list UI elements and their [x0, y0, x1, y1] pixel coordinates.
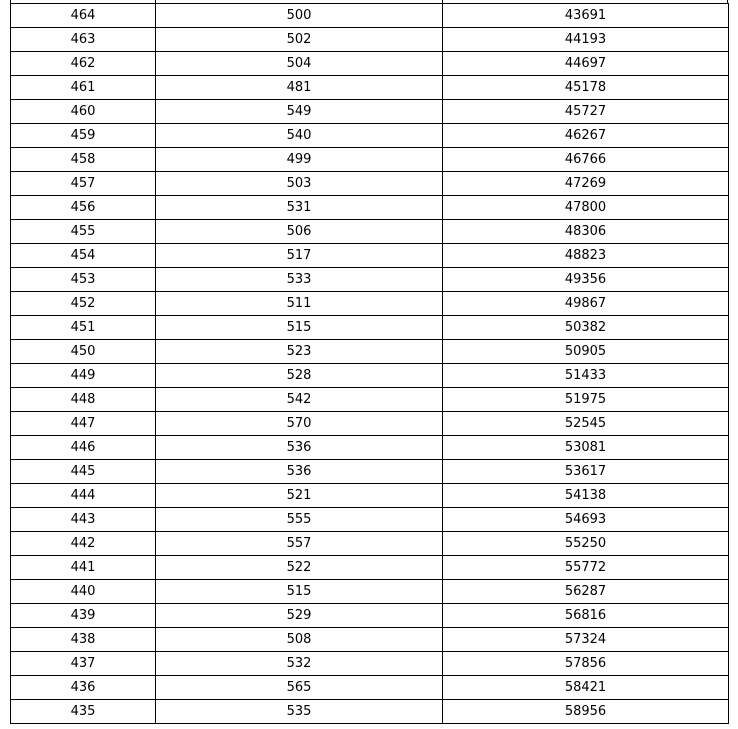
cumulative-cell: 53617 [443, 460, 729, 484]
count-cell: 565 [156, 676, 443, 700]
count-cell: 533 [156, 268, 443, 292]
score-cell: 435 [11, 700, 156, 724]
table-row [11, 436, 729, 460]
cumulative-cell: 50382 [443, 316, 729, 340]
score-cell: 454 [11, 244, 156, 268]
table-row [11, 316, 729, 340]
cumulative-cell: 57324 [443, 628, 729, 652]
count-cell: 504 [156, 52, 443, 76]
cumulative-cell: 46267 [443, 124, 729, 148]
table-row [11, 172, 729, 196]
cumulative-cell: 56816 [443, 604, 729, 628]
score-cell: 438 [11, 628, 156, 652]
table-row [11, 268, 729, 292]
count-cell: 508 [156, 628, 443, 652]
table-row [11, 100, 729, 124]
table-row [11, 364, 729, 388]
score-cell: 460 [11, 100, 156, 124]
score-cell: 442 [11, 532, 156, 556]
count-cell: 506 [156, 220, 443, 244]
cumulative-cell: 56287 [443, 580, 729, 604]
table-row [11, 508, 729, 532]
score-table-container [10, 3, 728, 724]
cumulative-cell: 48306 [443, 220, 729, 244]
table-row [11, 460, 729, 484]
cumulative-cell: 58956 [443, 700, 729, 724]
score-cell: 461 [11, 76, 156, 100]
cumulative-cell: 55772 [443, 556, 729, 580]
count-cell: 511 [156, 292, 443, 316]
score-cell: 459 [11, 124, 156, 148]
table-row [11, 220, 729, 244]
count-cell: 531 [156, 196, 443, 220]
count-cell: 570 [156, 412, 443, 436]
cumulative-cell: 49356 [443, 268, 729, 292]
count-cell: 535 [156, 700, 443, 724]
count-cell: 500 [156, 4, 443, 28]
table-row [11, 292, 729, 316]
score-cell: 463 [11, 28, 156, 52]
table-row [11, 532, 729, 556]
table-row [11, 652, 729, 676]
score-cell: 441 [11, 556, 156, 580]
score-cell: 453 [11, 268, 156, 292]
table-row [11, 484, 729, 508]
cumulative-cell: 51433 [443, 364, 729, 388]
count-cell: 532 [156, 652, 443, 676]
count-cell: 517 [156, 244, 443, 268]
count-cell: 555 [156, 508, 443, 532]
cumulative-cell: 45178 [443, 76, 729, 100]
score-cell: 439 [11, 604, 156, 628]
table-row [11, 700, 729, 724]
score-cell: 455 [11, 220, 156, 244]
cumulative-cell: 54693 [443, 508, 729, 532]
count-cell: 540 [156, 124, 443, 148]
table-row [11, 28, 729, 52]
table-row [11, 556, 729, 580]
cumulative-cell: 47269 [443, 172, 729, 196]
count-cell: 523 [156, 340, 443, 364]
cumulative-cell: 53081 [443, 436, 729, 460]
score-cell: 450 [11, 340, 156, 364]
cumulative-cell: 46766 [443, 148, 729, 172]
cumulative-cell: 58421 [443, 676, 729, 700]
score-cell: 456 [11, 196, 156, 220]
score-cell: 449 [11, 364, 156, 388]
cumulative-cell: 44193 [443, 28, 729, 52]
score-cell: 440 [11, 580, 156, 604]
score-table [10, 3, 729, 724]
table-row [11, 148, 729, 172]
count-cell: 536 [156, 460, 443, 484]
score-cell: 458 [11, 148, 156, 172]
cumulative-cell: 51975 [443, 388, 729, 412]
score-cell: 446 [11, 436, 156, 460]
table-row [11, 124, 729, 148]
table-row [11, 628, 729, 652]
score-cell: 452 [11, 292, 156, 316]
count-cell: 502 [156, 28, 443, 52]
table-row [11, 4, 729, 28]
cumulative-cell: 47800 [443, 196, 729, 220]
count-cell: 542 [156, 388, 443, 412]
score-cell: 462 [11, 52, 156, 76]
count-cell: 549 [156, 100, 443, 124]
count-cell: 522 [156, 556, 443, 580]
score-cell: 451 [11, 316, 156, 340]
count-cell: 515 [156, 580, 443, 604]
table-row [11, 196, 729, 220]
table-row [11, 388, 729, 412]
cumulative-cell: 55250 [443, 532, 729, 556]
table-row [11, 244, 729, 268]
table-row [11, 52, 729, 76]
table-row [11, 340, 729, 364]
cumulative-cell: 54138 [443, 484, 729, 508]
table-row [11, 676, 729, 700]
table-row [11, 412, 729, 436]
cumulative-cell: 57856 [443, 652, 729, 676]
count-cell: 503 [156, 172, 443, 196]
cumulative-cell: 43691 [443, 4, 729, 28]
cumulative-cell: 45727 [443, 100, 729, 124]
cumulative-cell: 49867 [443, 292, 729, 316]
score-cell: 447 [11, 412, 156, 436]
score-cell: 444 [11, 484, 156, 508]
score-cell: 445 [11, 460, 156, 484]
cumulative-cell: 44697 [443, 52, 729, 76]
count-cell: 499 [156, 148, 443, 172]
score-cell: 457 [11, 172, 156, 196]
table-row [11, 580, 729, 604]
cumulative-cell: 50905 [443, 340, 729, 364]
count-cell: 481 [156, 76, 443, 100]
count-cell: 521 [156, 484, 443, 508]
score-cell: 443 [11, 508, 156, 532]
count-cell: 536 [156, 436, 443, 460]
count-cell: 528 [156, 364, 443, 388]
count-cell: 515 [156, 316, 443, 340]
table-row [11, 76, 729, 100]
count-cell: 557 [156, 532, 443, 556]
cumulative-cell: 48823 [443, 244, 729, 268]
score-cell: 437 [11, 652, 156, 676]
count-cell: 529 [156, 604, 443, 628]
score-cell: 464 [11, 4, 156, 28]
cumulative-cell: 52545 [443, 412, 729, 436]
table-body [11, 4, 729, 724]
score-cell: 436 [11, 676, 156, 700]
table-row [11, 604, 729, 628]
score-cell: 448 [11, 388, 156, 412]
